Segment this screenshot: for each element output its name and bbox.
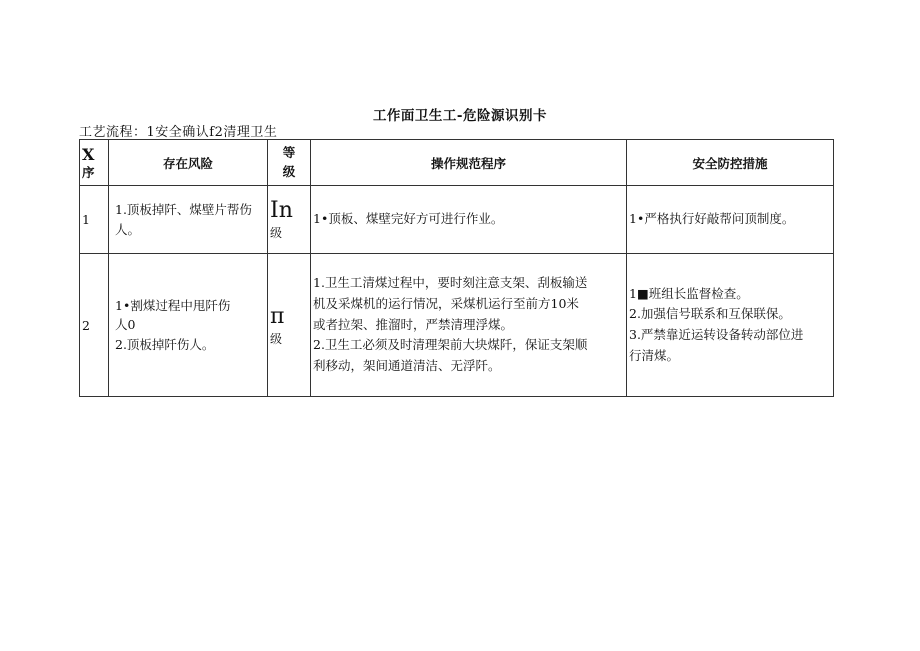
control-line: 3.严禁靠近运转设备转动部位进 (629, 327, 804, 342)
procedure-cell (311, 186, 627, 254)
header-no-bottom: 序 (82, 164, 95, 180)
header-control: 安全防控措施 (627, 140, 834, 186)
hazard-table (79, 139, 834, 397)
card-title: 工作面卫生工-危险源识别卡 (372, 108, 548, 124)
risk-cell (109, 186, 268, 254)
header-risk: 存在风险 (109, 140, 268, 186)
risk-line: 1.顶板掉阡、煤壁片帮伤人。 (115, 202, 252, 237)
header-level (268, 140, 311, 186)
control-line: 1•严格执行好敲帮问顶制度。 (629, 211, 795, 227)
process-flow: 工艺流程：1安全确认f2清理卫生 (79, 125, 278, 140)
control-line: 1■班组长监督检查。 (629, 285, 749, 301)
header-level-top: 等 (282, 144, 296, 160)
header-level-bottom: 级 (282, 163, 296, 179)
risk-line: 1•割煤过程中甩阡伤 (115, 297, 231, 313)
procedure-cell (311, 254, 627, 397)
risk-line: 人0 (115, 317, 136, 333)
table-header-row (80, 140, 834, 186)
level-grade: π (270, 303, 285, 329)
level-unit: 级 (270, 226, 283, 240)
level-cell (268, 254, 311, 397)
row-number: 1 (80, 186, 109, 254)
procedure-line: 机及采煤机的运行情况，采煤机运行至前方10米 (313, 296, 579, 312)
level-grade: In (270, 198, 293, 224)
procedure-line: 1.卫生工清煤过程中，要时刻注意支架、刮板输送 (313, 275, 588, 291)
risk-line: 2.顶板掉阡伤人。 (115, 336, 215, 352)
control-cell (627, 254, 834, 397)
procedure-line: 2.卫生工必须及时清理架前大块煤阡，保证支架顺 (313, 337, 588, 353)
header-no (80, 140, 109, 186)
procedure-line: 或者拉架、推溜时，严禁清理浮煤。 (313, 316, 514, 332)
row-number: 2 (80, 254, 109, 397)
control-line: 行清煤。 (629, 347, 680, 363)
table-row (80, 254, 834, 397)
table-row (80, 186, 834, 254)
header-no-top: X (82, 144, 95, 164)
level-cell (268, 186, 311, 254)
procedure-line: 利移动，架间通道清洁、无浮阡。 (313, 357, 501, 373)
control-cell (627, 186, 834, 254)
procedure-line: 1•顶板、煤壁完好方可进行作业。 (313, 211, 504, 227)
risk-cell (109, 254, 268, 397)
control-line: 2.加强信号联系和互保联保。 (629, 306, 791, 322)
level-unit: 级 (270, 331, 283, 346)
header-procedure: 操作规范程序 (311, 140, 627, 186)
